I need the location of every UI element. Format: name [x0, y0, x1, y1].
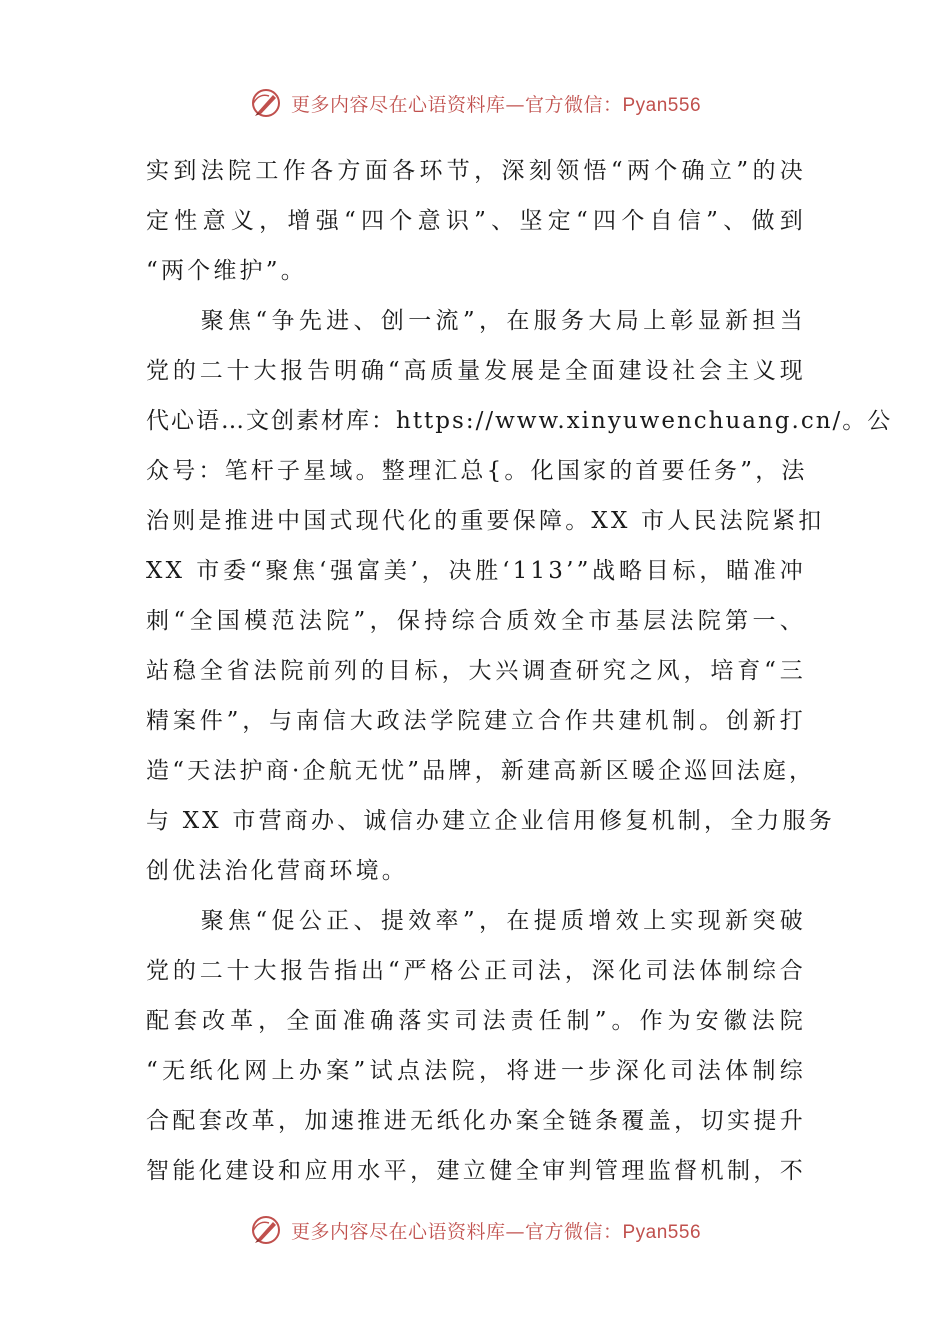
body-line: 定性意义，增强“四个意识”、坚定“四个自信”、做到 [146, 208, 806, 234]
pen-circle-logo-icon [249, 1213, 283, 1247]
body-line: 配套改革，全面准确落实司法责任制”。作为安徽法院 [146, 1008, 806, 1034]
body-line: 治则是推进中国式现代化的重要保障。XX 市人民法院紧扣 [146, 508, 825, 534]
pen-circle-logo-icon [249, 86, 283, 120]
body-line: “两个维护”。 [146, 258, 307, 284]
body-line: 站稳全省法院前列的目标，大兴调查研究之风，培育“三 [146, 658, 806, 684]
body-line: 合配套改革，加速推进无纸化办案全链条覆盖，切实提升 [146, 1108, 806, 1134]
footer-banner [0, 1210, 950, 1250]
body-line: 智能化建设和应用水平，建立健全审判管理监督机制，不 [146, 1158, 806, 1184]
body-line: 党的二十大报告指出“严格公正司法，深化司法体制综合 [146, 958, 806, 984]
body-line: 实到法院工作各方面各环节，深刻领悟“两个确立”的决 [146, 158, 806, 184]
body-line: 代心语…文创素材库：https://www.xinyuwenchuang.cn/。公 [146, 408, 893, 434]
footer-banner-account: Pyan556 [622, 1221, 702, 1243]
header-banner-account: Pyan556 [622, 94, 702, 116]
body-line: XX 市委“聚焦‘强富美’，决胜‘113’”战略目标，瞄准冲 [146, 558, 806, 584]
header-banner-text: 更多内容尽在心语资料库—官方微信：Pyan556 [290, 93, 702, 116]
body-line: 与 XX 市营商办、诚信办建立企业信用修复机制，全力服务 [146, 808, 835, 834]
body-line: 聚焦“争先进、创一流”，在服务大局上彰显新担当 [146, 308, 806, 334]
body-line: “无纸化网上办案”试点法院，将进一步深化司法体制综 [146, 1058, 806, 1084]
body-line: 刺“全国模范法院”，保持综合质效全市基层法院第一、 [146, 608, 806, 634]
document-body [146, 146, 893, 1196]
body-line: 精案件”，与南信大政法学院建立合作共建机制。创新打 [146, 708, 806, 734]
footer-banner-text: 更多内容尽在心语资料库—官方微信：Pyan556 [290, 1220, 702, 1243]
body-line: 众号：笔杆子星域。整理汇总{。化国家的首要任务”，法 [146, 458, 808, 484]
body-line: 聚焦“促公正、提效率”，在提质增效上实现新突破 [146, 908, 806, 934]
body-line: 造“天法护商·企航无忧”品牌，新建高新区暖企巡回法庭， [146, 758, 816, 784]
header-banner [0, 83, 950, 123]
body-line: 党的二十大报告明确“高质量发展是全面建设社会主义现 [146, 358, 806, 384]
body-line: 创优法治化营商环境。 [146, 858, 408, 884]
